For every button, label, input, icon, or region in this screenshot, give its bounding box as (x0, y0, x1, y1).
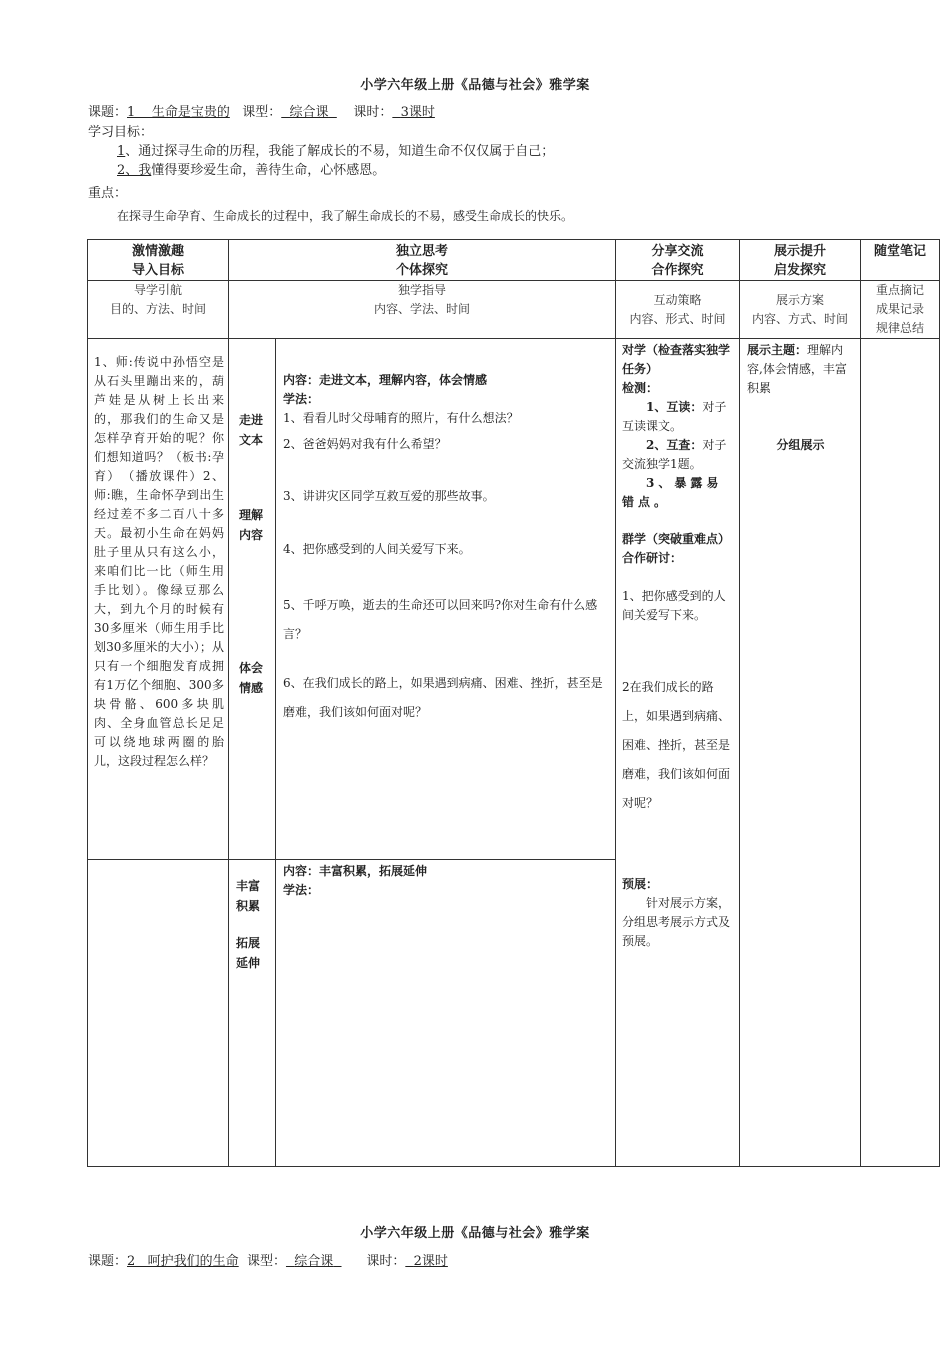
show-theme: 展示主题：理解内容,体会情感，丰富积累 (747, 343, 847, 395)
label-enrich: 丰富积累 (236, 879, 261, 913)
preview-title: 预展： (622, 877, 659, 891)
study2-content: 内容：丰富积累，拓展延伸 (283, 864, 428, 878)
independent-study-cell (276, 339, 616, 860)
hours-2-value: 2课时 (413, 1254, 448, 1269)
goal-1-number: 1 (117, 144, 126, 159)
subheader-independent: 独学指导 内容、学法、时间 (229, 281, 616, 339)
content-row-1 (88, 339, 940, 860)
hours-2-label: 课时： (366, 1254, 406, 1269)
preview-text: 针对展示方案，分组思考展示方式及预展。 (622, 896, 731, 948)
dui-xue-title: 对学（检查落实独学任务） (622, 343, 731, 376)
type-value: 综合课 (289, 105, 329, 120)
side-labels-1 (229, 339, 276, 860)
hours-value: 3课时 (400, 105, 435, 120)
document-title-2: 小学六年级上册《品德与社会》雅学案 (360, 1226, 590, 1241)
type-2-value: 综合课 (294, 1254, 334, 1269)
label-walk-in-text: 走进文本 (239, 413, 264, 447)
intro-empty-cell (88, 860, 229, 1167)
collab-title: 合作研讨： (622, 551, 683, 565)
check-item-2: 2、互查：对子交流独学1题。 (622, 438, 727, 471)
goal-1-text: 、通过探寻生命的历程，我能了解成长的不易，知道生命不仅仅属于自己； (125, 144, 555, 159)
key-point-label: 重点： (88, 186, 128, 201)
lesson-info-row (88, 101, 435, 120)
header-notes: 随堂笔记 (861, 240, 940, 281)
show-cell (740, 339, 861, 1167)
question-4: 4、把你感受到的人间关爱写下来。 (283, 542, 471, 556)
key-point-text: 在探寻生命孕育、生命成长的过程中，我了解生命成长的不易，感受生命成长的快乐。 (117, 209, 574, 223)
question-6: 6、在我们成长的路上，如果遇到病痛、困难、挫折，甚至是磨难，我们该如何面对呢？ (283, 676, 603, 719)
lesson-2-info-row (88, 1250, 448, 1269)
study-method: 学法： (283, 392, 320, 406)
group-show: 分组展示 (776, 438, 825, 452)
cooperate-cell (616, 339, 740, 1167)
subheader-notes: 重点摘记 成果记录 规律总结 (861, 281, 940, 339)
topic-2-value: 2 呵护我们的生命 (127, 1254, 239, 1269)
study-content: 内容：走进文本，理解内容，体会情感 (283, 373, 488, 387)
subheader-intro: 导学引航 目的、方法、时间 (88, 281, 229, 339)
check-item-1: 1、互读：对子互读课文。 (622, 400, 727, 433)
study-plan-table (87, 239, 940, 1167)
collab-question-1: 1、把你感受到的人间关爱写下来。 (622, 589, 726, 622)
question-1: 1、看看儿时父母哺育的照片，有什么想法？ (283, 411, 519, 425)
question-3: 3、讲讲灾区同学互救互爱的那些故事。 (283, 489, 495, 503)
qun-xue-title: 群学（突破重难点） (622, 532, 731, 546)
goal-2-number: 2、我 (117, 163, 152, 178)
topic-value: 1 生命是宝贵的 (127, 105, 230, 120)
header-show: 展示提升 启发探究 (740, 240, 861, 281)
notes-cell (861, 339, 940, 1167)
question-2: 2、爸爸妈妈对我有什么希望？ (283, 437, 447, 451)
header-row (88, 240, 940, 281)
collab-question-2: 2在我们成长的路上，如果遇到病痛、困难、挫折，甚至是磨难，我们该如何面对呢？ (622, 680, 731, 810)
label-extend: 拓展延伸 (236, 936, 261, 970)
header-cooperate: 分享交流 合作探究 (616, 240, 740, 281)
goals-label: 学习目标： (88, 125, 154, 140)
intro-guide-text: 1、师:传说中孙悟空是从石头里蹦出来的，葫芦娃是从树上长出来的，那我们的生命又是怎样孕育开始的呢？你们想知道吗？（板书:孕育） （播放课件）2、师:瞧，生命怀孕到出生经过差不多二百八十多天。最初小生命在妈妈肚子里从只有这么小，来咱们比一比（师生用手比划）。像绿豆那么大，到九个月的时候有30多厘米（师生用手比划30多厘米的大小）；从只有一个细胞发育成拥有1万亿个细胞、300多块骨骼、600多块肌肉、全身血管总长足足可以绕地球两圈的胎儿，这段过程怎么样？ (88, 339, 229, 860)
type-2-label: 课型： (246, 1254, 286, 1269)
independent-study-cell-2 (276, 860, 616, 1167)
subheader-row (88, 281, 940, 339)
goal-2 (117, 159, 385, 178)
check-title: 检测： (622, 381, 659, 395)
document-title: 小学六年级上册《品德与社会》雅学案 (360, 78, 590, 93)
header-intro: 激情激趣 导入目标 (88, 240, 229, 281)
goal-1 (117, 140, 554, 159)
side-labels-2 (229, 860, 276, 1167)
question-5: 5、千呼万唤，逝去的生命还可以回来吗?你对生命有什么感言？ (283, 598, 598, 641)
type-label: 课型： (242, 105, 282, 120)
topic-label: 课题： (88, 105, 128, 120)
check-item-3: 3、暴露易错点。 (622, 476, 723, 509)
label-feel: 体会情感 (239, 661, 264, 695)
label-understand: 理解内容 (239, 508, 264, 542)
study2-method: 学法： (283, 883, 320, 897)
header-independent: 独立思考 个体探究 (229, 240, 616, 281)
subheader-show: 展示方案 内容、方式、时间 (740, 281, 861, 339)
topic-2-label: 课题： (88, 1254, 128, 1269)
goal-2-text: 懂得要珍爱生命，善待生命，心怀感恩。 (151, 163, 386, 178)
hours-label: 课时： (353, 105, 393, 120)
subheader-cooperate: 互动策略 内容、形式、时间 (616, 281, 740, 339)
